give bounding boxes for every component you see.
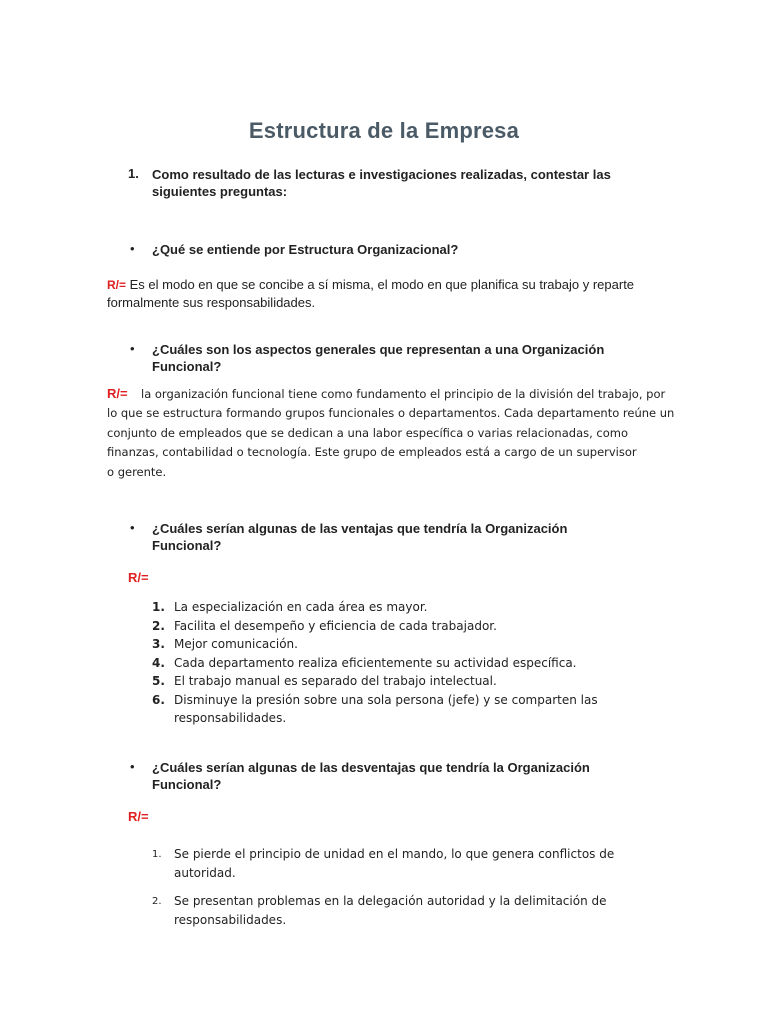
list-item: 2. Se presentan problemas en la delegación autoridad y la delimitación de responsabilidades. [152, 894, 607, 927]
answer-2-line-2: lo que se estructura formando grupos funcionales o departamentos. Cada departamento reúne un [107, 406, 675, 420]
answer-1 [107, 276, 647, 311]
response-marker: R/= [128, 809, 149, 824]
question-4: ¿Cuáles serían algunas de las desventajas que tendría la Organización Funcional? [152, 760, 590, 792]
question-1: ¿Qué se entiende por Estructura Organizacional? [152, 242, 459, 257]
intro-number: 1. [128, 166, 139, 181]
response-marker: R/= [107, 386, 128, 401]
answer-2-line-3: conjunto de empleados que se dedican a una labor específica o varias relacionadas, como [107, 426, 629, 440]
bullet-q1: • [130, 241, 135, 256]
list-item: 6. Disminuye la presión sobre una sola persona (jefe) y se comparten las responsabilidades. [152, 692, 598, 725]
answer-2-line-1: la organización funcional tiene como fundamento el principio de la división del trabajo, por [141, 387, 666, 401]
bullet-q4: • [130, 759, 135, 774]
list-item: 1. Se pierde el principio de unidad en el mando, lo que genera conflictos de autoridad. [152, 847, 615, 880]
list-item: 2. Facilita el desempeño y eficiencia de cada trabajador. [152, 618, 497, 633]
question-3: ¿Cuáles serían algunas de las ventajas que tendría la Organización Funcional? [152, 521, 568, 553]
disadvantages-list [152, 845, 622, 939]
answer-2-line-4: finanzas, contabilidad o tecnología. Este grupo de empleados está a cargo de un supervisor [107, 445, 637, 459]
response-marker: R/= [128, 570, 149, 585]
list-item: 4. Cada departamento realiza eficientemente su actividad específica. [152, 655, 577, 670]
bullet-q3: • [130, 520, 135, 535]
list-item: 1. La especialización en cada área es mayor. [152, 600, 428, 614]
list-item: 3. Mejor comunicación. [152, 637, 298, 651]
bullet-q2: • [130, 341, 135, 356]
list-item: 5. El trabajo manual es separado del trabajo intelectual. [152, 674, 497, 688]
response-marker: R/= [107, 278, 127, 292]
advantages-list [152, 598, 632, 728]
answer-1-text: Es el modo en que se concibe a sí misma, el modo en que planifica su trabajo y reparte formalmente sus responsabilidades. [107, 277, 635, 310]
answer-2-line-5: o gerente. [107, 465, 167, 479]
page-title: Estructura de la Empresa [248, 118, 520, 143]
intro-text: Como resultado de las lecturas e investigaciones realizadas, contestar las siguientes preguntas: [152, 167, 611, 199]
question-2: ¿Cuáles son los aspectos generales que representan a una Organización Funcional? [152, 342, 605, 374]
